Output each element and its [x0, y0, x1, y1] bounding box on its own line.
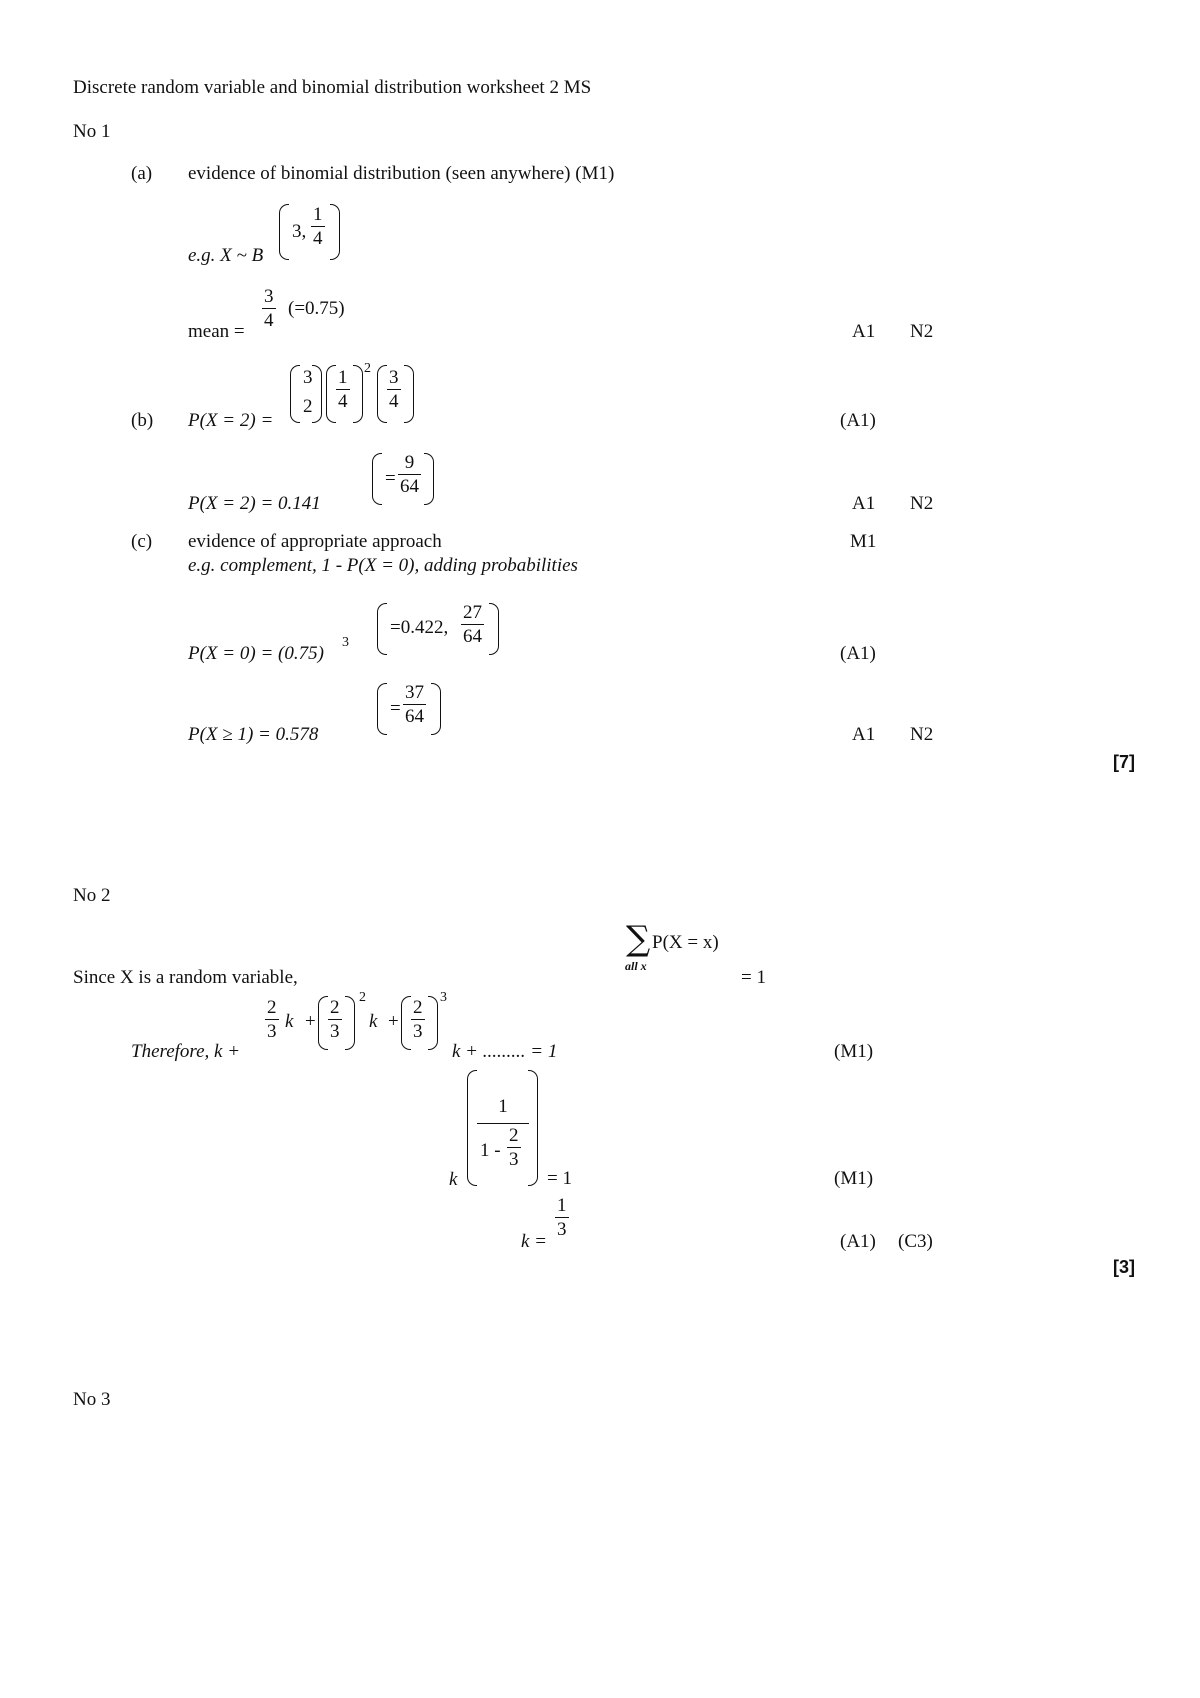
fraction-numerator: 9	[398, 453, 421, 475]
equals-sign: =	[390, 698, 401, 719]
mark-a1-method: (A1)	[840, 410, 876, 431]
fraction-denominator: 3	[330, 1021, 340, 1042]
fraction-denominator: 64	[405, 706, 424, 727]
term-2-fraction	[328, 998, 342, 1041]
mark-a1: A1	[852, 321, 876, 342]
fraction-numerator: 3	[389, 367, 399, 388]
right-paren	[353, 365, 363, 423]
left-paren	[318, 996, 328, 1050]
summation-subscript: all x	[625, 959, 647, 973]
fraction-numerator: 1	[313, 204, 323, 225]
right-paren	[312, 365, 322, 423]
mark-m1-method: (M1)	[834, 1041, 874, 1062]
fraction-numerator: 2	[330, 997, 340, 1018]
question-3-heading: No 3	[73, 1389, 111, 1410]
variable-k: k	[285, 1011, 294, 1032]
variable-k: k	[449, 1169, 458, 1190]
fraction-numerator: 2	[267, 997, 277, 1018]
exponent: 2	[364, 361, 371, 376]
fraction-denominator: 64	[400, 476, 419, 497]
mean-label: mean =	[188, 321, 245, 342]
equals-one: = 1	[547, 1168, 572, 1189]
binomial-p-fraction	[311, 205, 325, 248]
left-paren	[467, 1070, 477, 1186]
right-paren	[330, 204, 340, 260]
part-c-approach: evidence of appropriate approach	[188, 531, 442, 552]
summation-term: P(X = x)	[652, 932, 719, 953]
question-1-heading: No 1	[73, 121, 111, 142]
right-paren	[424, 453, 434, 505]
part-a-example: e.g. X ~ B	[188, 245, 264, 266]
left-paren	[290, 365, 300, 423]
fraction-denominator: 64	[463, 626, 482, 647]
equals-sign: =	[385, 468, 396, 489]
pge-fraction	[403, 683, 426, 726]
sum-numerator: 1	[498, 1096, 508, 1117]
fraction-numerator: 37	[405, 682, 424, 703]
fraction-denominator: 4	[264, 310, 274, 331]
right-paren	[404, 365, 414, 423]
variable-k: k	[369, 1011, 378, 1032]
mark-a1: A1	[852, 493, 876, 514]
ratio-fraction	[507, 1126, 521, 1169]
fraction-denominator: 3	[267, 1021, 277, 1042]
exact-fraction	[398, 453, 421, 496]
left-paren	[401, 996, 411, 1050]
fraction-denominator: 4	[313, 228, 323, 249]
right-paren	[431, 683, 441, 735]
question-1-total: [7]	[1113, 752, 1135, 772]
mean-decimal: (=0.75)	[288, 298, 345, 319]
success-probability-fraction	[336, 368, 350, 411]
denominator-prefix: 1 -	[480, 1140, 501, 1161]
k-value-fraction	[555, 1196, 569, 1239]
left-paren	[326, 365, 336, 423]
p0-decimal: =0.422,	[390, 617, 449, 638]
mark-a1: A1	[852, 724, 876, 745]
fraction-denominator: 3	[509, 1149, 519, 1170]
right-paren	[528, 1070, 538, 1186]
mark-n2: N2	[910, 724, 934, 745]
term-1-fraction	[265, 998, 279, 1041]
mark-a1-method: (A1)	[840, 643, 876, 664]
summation-sign: ∑	[626, 919, 651, 959]
fraction-denominator: 4	[338, 391, 348, 412]
since-statement: Since X is a random variable,	[73, 967, 298, 988]
mark-n2: N2	[910, 321, 934, 342]
exponent: 2	[359, 990, 366, 1005]
mean-fraction	[262, 287, 276, 330]
fraction-numerator: 1	[338, 367, 348, 388]
left-paren	[377, 365, 387, 423]
fraction-denominator: 3	[557, 1219, 567, 1240]
k-equals: k =	[521, 1231, 548, 1252]
failure-probability-fraction	[387, 368, 401, 411]
right-paren	[489, 603, 499, 655]
left-paren	[279, 204, 289, 260]
part-b-expression: P(X = 2) =	[188, 410, 274, 431]
binomial-coefficient-bottom: 2	[303, 396, 313, 417]
question-2-total: [3]	[1113, 1257, 1135, 1277]
plus-sign: +	[388, 1011, 399, 1032]
therefore-statement: Therefore, k +	[131, 1041, 241, 1062]
fraction-numerator: 27	[463, 602, 482, 623]
p-x-at-least-one: P(X ≥ 1) = 0.578	[188, 724, 319, 745]
mark-c3: (C3)	[898, 1231, 933, 1252]
fraction-numerator: 2	[413, 997, 423, 1018]
series-tail: k + ......... = 1	[452, 1041, 558, 1062]
right-paren	[428, 996, 438, 1050]
part-a-label: (a)	[131, 163, 153, 184]
term-3-fraction	[411, 998, 425, 1041]
right-paren	[345, 996, 355, 1050]
exponent: 3	[440, 990, 447, 1005]
part-a-evidence: evidence of binomial distribution (seen anywhere) (M1)	[188, 163, 615, 184]
fraction-numerator: 1	[557, 1195, 567, 1216]
p-x-equals-zero: P(X = 0) = (0.75)	[188, 643, 324, 664]
left-paren	[372, 453, 382, 505]
equals-one: = 1	[741, 967, 766, 988]
fraction-bar	[477, 1123, 529, 1124]
left-paren	[377, 683, 387, 735]
left-paren	[377, 603, 387, 655]
p0-fraction	[461, 603, 484, 646]
mark-a1-method: (A1)	[840, 1231, 876, 1252]
page-title: Discrete random variable and binomial distribution worksheet 2 MS	[73, 77, 592, 98]
mark-m1-method: (M1)	[834, 1168, 874, 1189]
question-2-heading: No 2	[73, 885, 111, 906]
binomial-n: 3,	[292, 221, 307, 242]
part-b-label: (b)	[131, 410, 154, 431]
plus-sign: +	[305, 1011, 316, 1032]
binomial-coefficient-top: 3	[303, 367, 313, 388]
mark-m1: M1	[850, 531, 877, 552]
fraction-denominator: 3	[413, 1021, 423, 1042]
exponent: 3	[342, 635, 349, 650]
part-b-result: P(X = 2) = 0.141	[188, 493, 321, 514]
part-c-example: e.g. complement, 1 - P(X = 0), adding probabilities	[188, 555, 578, 576]
fraction-numerator: 3	[264, 286, 274, 307]
mark-n2: N2	[910, 493, 934, 514]
fraction-denominator: 4	[389, 391, 399, 412]
fraction-numerator: 2	[509, 1125, 519, 1146]
part-c-label: (c)	[131, 531, 153, 552]
